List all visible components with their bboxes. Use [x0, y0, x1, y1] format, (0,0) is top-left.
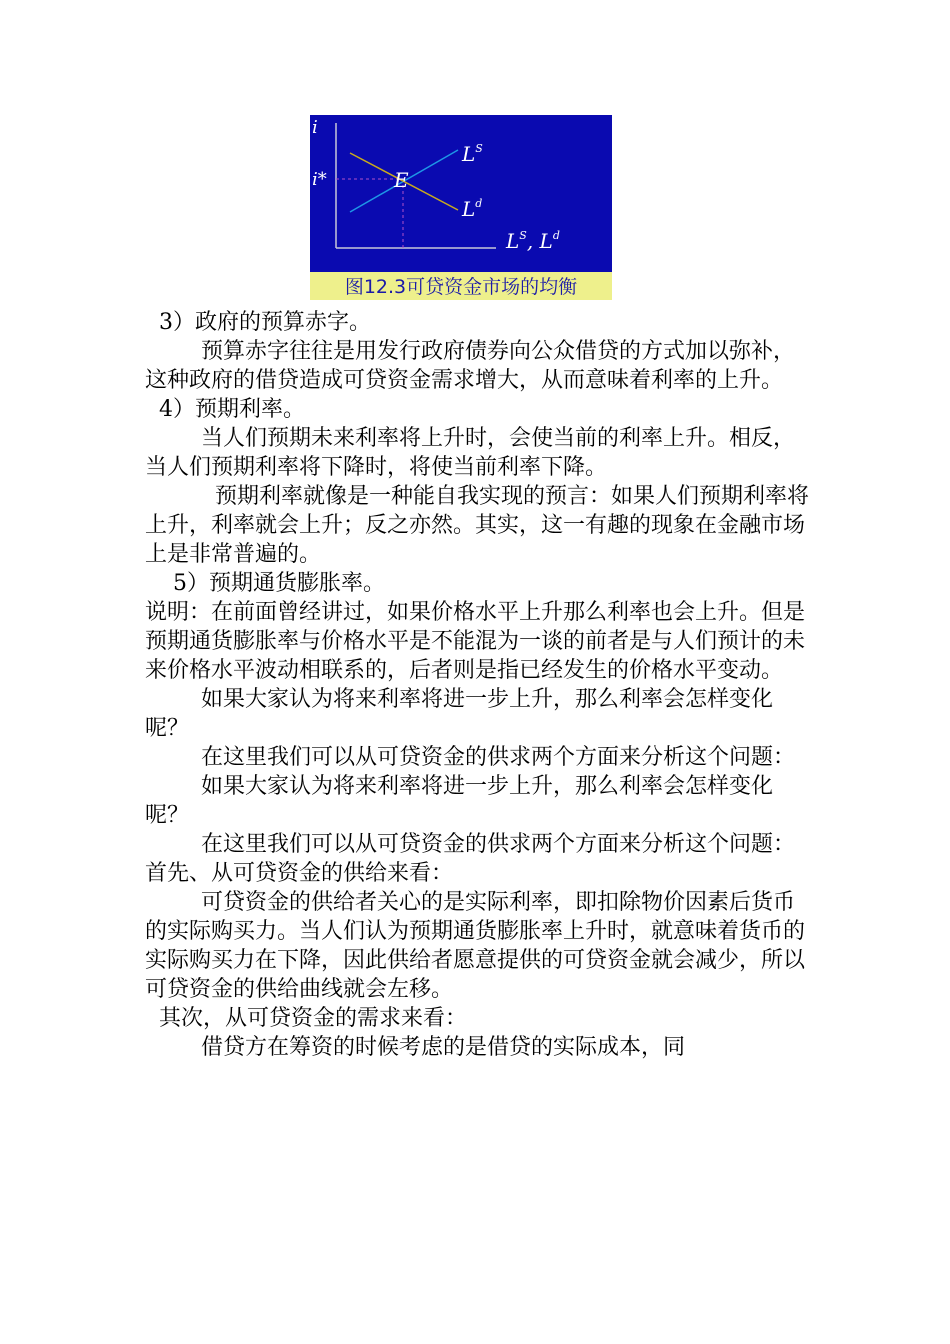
demand-curve-label: $L^d$: [462, 197, 483, 221]
paragraph: 如果大家认为将来利率将进一步上升，那么利率会怎样变化呢？: [145, 774, 773, 828]
paragraph: 预算赤字往往是用发行政府债券向公众借贷的方式加以弥补，这种政府的借贷造成可贷资金需求增大，从而意味着利率的上升。: [145, 339, 795, 393]
paragraph: 在这里我们可以从可贷资金的供求两个方面来分析这个问题：: [145, 832, 795, 857]
paragraph: 预期利率就像是一种能自我实现的预言：如果人们预期利率将上升，利率就会上升；反之亦然。其实，这一有趣的现象在金融市场上是非常普遍的。: [145, 484, 809, 567]
paragraph: 在这里我们可以从可贷资金的供求两个方面来分析这个问题：: [145, 745, 795, 770]
equilibrium-figure: [310, 115, 612, 300]
y-axis-label: i: [312, 117, 318, 138]
paragraph: 当人们预期未来利率将上升时，会使当前的利率上升。相反，当人们预期利率将下降时，将使当前利率下降。: [145, 426, 795, 480]
paragraph: 其次，从可贷资金的需求来看：: [145, 1006, 468, 1031]
figure-caption: 图12.3可贷资金市场的均衡: [344, 276, 578, 298]
body-text: [145, 308, 815, 1062]
supply-curve-label: $L^S$: [462, 142, 483, 166]
paragraph: 借贷方在筹资的时候考虑的是借贷的实际成本，同: [145, 1035, 685, 1060]
paragraph: 首先、从可贷资金的供给来看：: [145, 861, 454, 886]
paragraph: 可贷资金的供给者关心的是实际利率，即扣除物价因素后货币的实际购买力。当人们认为预期通货膨胀率上升时，就意味着货币的实际购买力在下降，因此供给者愿意提供的可贷资金就会减少，所以可贷资金的供给曲线就会左移。: [145, 890, 806, 1002]
paragraph: 说明：在前面曾经讲过，如果价格水平上升那么利率也会上升。但是预期通货膨胀率与价格水平是不能混为一谈的前者是与人们预计的未来价格水平波动相联系的，后者则是指已经发生的价格水平变动。: [145, 600, 806, 683]
paragraph: 5）预期通货膨胀率。: [145, 571, 385, 596]
x-axis-label: $L^S$, $L^d$: [506, 229, 560, 253]
loanable-funds-chart: [310, 115, 612, 300]
equilibrium-point-label: E: [394, 168, 409, 192]
equilibrium-rate-label: i*: [312, 169, 327, 190]
paragraph: 3）政府的预算赤字。: [145, 310, 371, 335]
paragraph: 如果大家认为将来利率将进一步上升，那么利率会怎样变化呢？: [145, 687, 773, 741]
paragraph: 4）预期利率。: [145, 397, 305, 422]
